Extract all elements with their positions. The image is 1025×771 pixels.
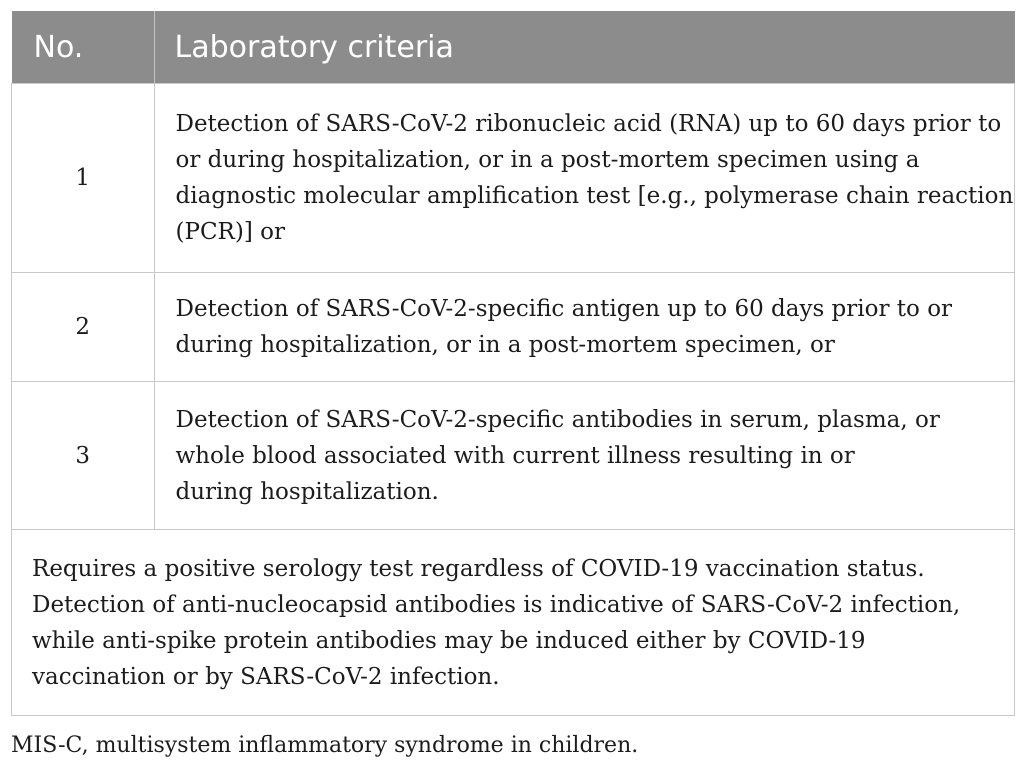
table-row	[12, 382, 1015, 530]
criteria-line: Detection of SARS-CoV-2-specific antibodies in serum, plasma, or	[175, 406, 940, 433]
row-number: 2	[12, 273, 155, 382]
note-line: Detection of anti-nucleocapsid antibodies is indicative of SARS-CoV-2 infection,	[32, 591, 961, 618]
row-number: 1	[12, 84, 155, 273]
criteria-line: Detection of SARS-CoV-2 ribonucleic acid (RNA) up to 60 days prior to	[175, 111, 1002, 137]
table-footnote: MIS-C, multisystem inflammatory syndrome in children.	[11, 733, 639, 758]
note-line: Requires a positive serology test regardless of COVID-19 vaccination status.	[32, 555, 925, 582]
header-no: No.	[12, 11, 155, 84]
criteria-line: whole blood associated with current illness resulting in or	[175, 442, 855, 469]
criteria-line: (PCR)] or	[175, 219, 285, 245]
table-note	[12, 530, 1015, 716]
laboratory-criteria-table-container	[11, 11, 1015, 716]
row-number: 3	[12, 382, 155, 530]
criteria-line: during hospitalization, or in a post-mortem specimen, or	[175, 332, 835, 358]
criteria-text	[154, 84, 1015, 273]
table-note-row	[12, 530, 1015, 716]
note-line: vaccination or by SARS-CoV-2 infection.	[32, 663, 500, 690]
criteria-text	[154, 273, 1015, 382]
table-header-row	[12, 11, 1015, 84]
criteria-text	[154, 382, 1015, 530]
criteria-line: or during hospitalization, or in a post-mortem specimen using a	[175, 147, 920, 173]
table-row	[12, 84, 1015, 273]
note-line: while anti-spike protein antibodies may be induced either by COVID-19	[32, 627, 866, 654]
criteria-line: diagnostic molecular amplification test [e.g., polymerase chain reaction	[175, 183, 1014, 209]
header-laboratory-criteria: Laboratory criteria	[154, 11, 1015, 84]
criteria-line: Detection of SARS-CoV-2-specific antigen up to 60 days prior to or	[175, 296, 953, 322]
criteria-line: during hospitalization.	[175, 478, 439, 505]
table-row	[12, 273, 1015, 382]
laboratory-criteria-table	[11, 11, 1015, 716]
